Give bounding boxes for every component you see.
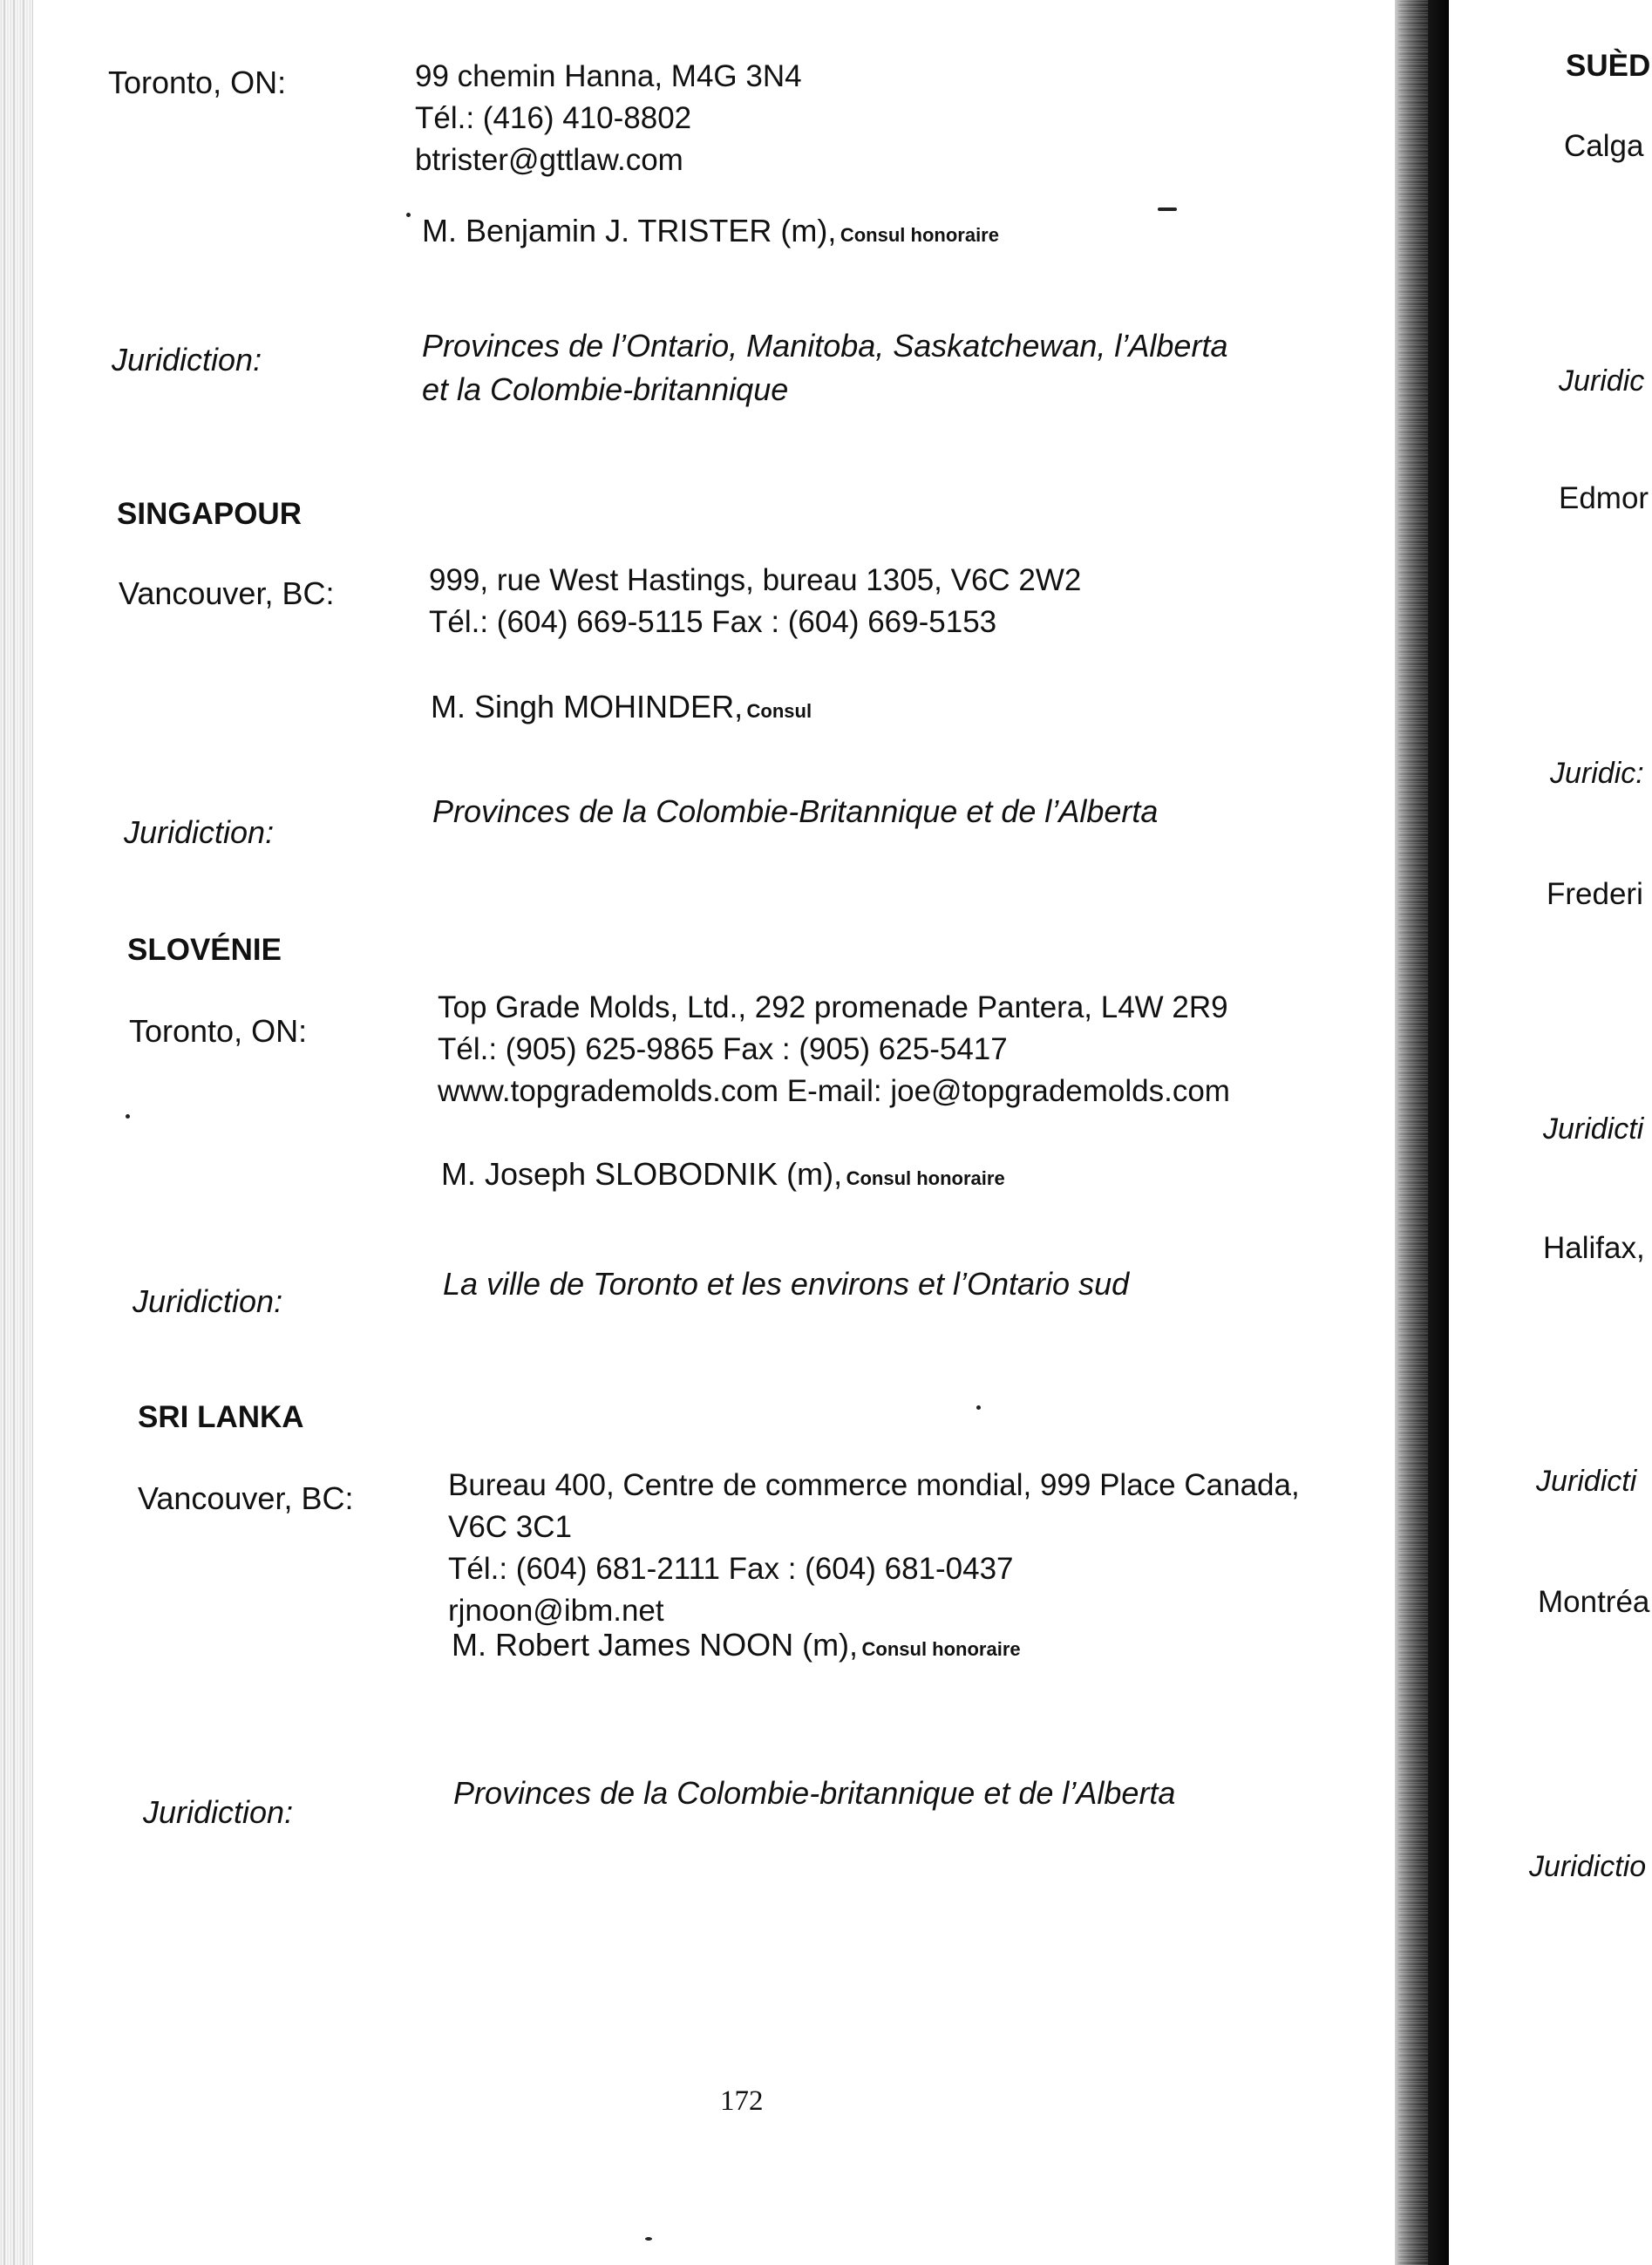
jurisdiction-text <box>422 324 1227 412</box>
entry-representative <box>431 689 812 725</box>
entry-city-toronto: Toronto, ON: <box>108 65 287 100</box>
page-number: 172 <box>720 2085 764 2117</box>
jurisdiction-text <box>432 790 1158 833</box>
jurisdiction-line: Provinces de la Colombie-Britannique et de l’Alberta <box>432 793 1159 829</box>
representative-title: Consul honoraire <box>861 1638 1021 1660</box>
entry-representative <box>441 1156 1005 1193</box>
section-heading-slovenie: SLOVÉNIE <box>127 933 282 967</box>
scan-speck <box>645 2237 652 2241</box>
scan-speck <box>1158 207 1177 211</box>
representative-title: Consul honoraire <box>840 224 999 246</box>
address-line: btrister@gttlaw.com <box>415 143 683 177</box>
scan-speck <box>976 1405 981 1410</box>
representative-title: Consul honoraire <box>846 1167 1005 1189</box>
next-page-label: Edmor <box>1559 481 1649 515</box>
entry-address <box>448 1465 1300 1632</box>
address-line: Tél.: (604) 681-2111 Fax : (604) 681-0437 <box>448 1552 1014 1586</box>
representative-name: M. Benjamin J. TRISTER (m), <box>422 213 837 248</box>
next-page-label: Juridic: <box>1550 757 1644 790</box>
address-line: Top Grade Molds, Ltd., 292 promenade Pantera, L4W 2R9 <box>438 990 1228 1024</box>
next-page-label: Juridicti <box>1543 1112 1644 1146</box>
address-line: Tél.: (416) 410-8802 <box>415 101 692 135</box>
address-line: www.topgrademolds.com E-mail: joe@topgrademolds.com <box>438 1074 1230 1108</box>
entry-city: Vancouver, BC: <box>138 1480 354 1516</box>
section-heading-singapour: SINGAPOUR <box>117 497 302 531</box>
book-spine-texture <box>1398 0 1428 2265</box>
next-page-cropped <box>1449 0 1652 2265</box>
entry-address <box>429 560 1081 643</box>
address-line: Tél.: (604) 669-5115 Fax : (604) 669-5153 <box>429 605 997 639</box>
entry-city: Toronto, ON: <box>129 1013 308 1049</box>
representative-title: Consul <box>746 700 812 722</box>
entry-representative <box>452 1627 1021 1663</box>
jurisdiction-line: La ville de Toronto et les environs et l’Ontario sud <box>443 1266 1130 1302</box>
jurisdiction-line: et la Colombie-britannique <box>422 371 789 407</box>
entry-address <box>438 987 1230 1112</box>
entry-city: Vancouver, BC: <box>119 575 335 611</box>
address-line: 999, rue West Hastings, bureau 1305, V6C 2W2 <box>429 563 1082 597</box>
address-line: rjnoon@ibm.net <box>448 1594 664 1628</box>
address-line: 99 chemin Hanna, M4G 3N4 <box>415 59 802 93</box>
entry-address <box>415 56 802 181</box>
next-page-label: Frederi <box>1547 877 1643 911</box>
address-line: V6C 3C1 <box>448 1510 573 1544</box>
jurisdiction-line: Provinces de la Colombie-britannique et de l’Alberta <box>453 1775 1176 1811</box>
next-page-heading: SUÈD <box>1566 49 1651 83</box>
jurisdiction-text <box>453 1772 1175 1815</box>
entry-representative <box>422 213 999 249</box>
representative-name: M. Robert James NOON (m), <box>452 1627 859 1663</box>
address-line: Tél.: (905) 625-9865 Fax : (905) 625-5417 <box>438 1032 1008 1066</box>
scan-speck <box>126 1114 130 1119</box>
representative-name: M. Joseph SLOBODNIK (m), <box>441 1156 843 1192</box>
next-page-label: Juridic <box>1559 364 1645 398</box>
scan-left-edge <box>0 0 33 2265</box>
next-page-label: Juridictio <box>1529 1850 1647 1883</box>
jurisdiction-label: Juridiction: <box>133 1283 283 1319</box>
next-page-label: Juridicti <box>1536 1465 1637 1498</box>
jurisdiction-line: Provinces de l’Ontario, Manitoba, Saskatchewan, l’Alberta <box>422 328 1228 364</box>
representative-name: M. Singh MOHINDER, <box>431 689 744 724</box>
section-heading-sri-lanka: SRI LANKA <box>138 1400 304 1434</box>
address-line: Bureau 400, Centre de commerce mondial, 999 Place Canada, <box>448 1468 1300 1502</box>
jurisdiction-label: Juridiction: <box>143 1794 294 1830</box>
jurisdiction-label: Juridiction: <box>124 814 275 850</box>
next-page-label: Montréa <box>1538 1585 1650 1619</box>
next-page-label: Halifax, <box>1543 1231 1645 1265</box>
next-page-label: Calga <box>1564 129 1644 163</box>
jurisdiction-text <box>443 1262 1129 1306</box>
jurisdiction-label: Juridiction: <box>112 342 262 378</box>
scan-speck <box>406 213 411 217</box>
